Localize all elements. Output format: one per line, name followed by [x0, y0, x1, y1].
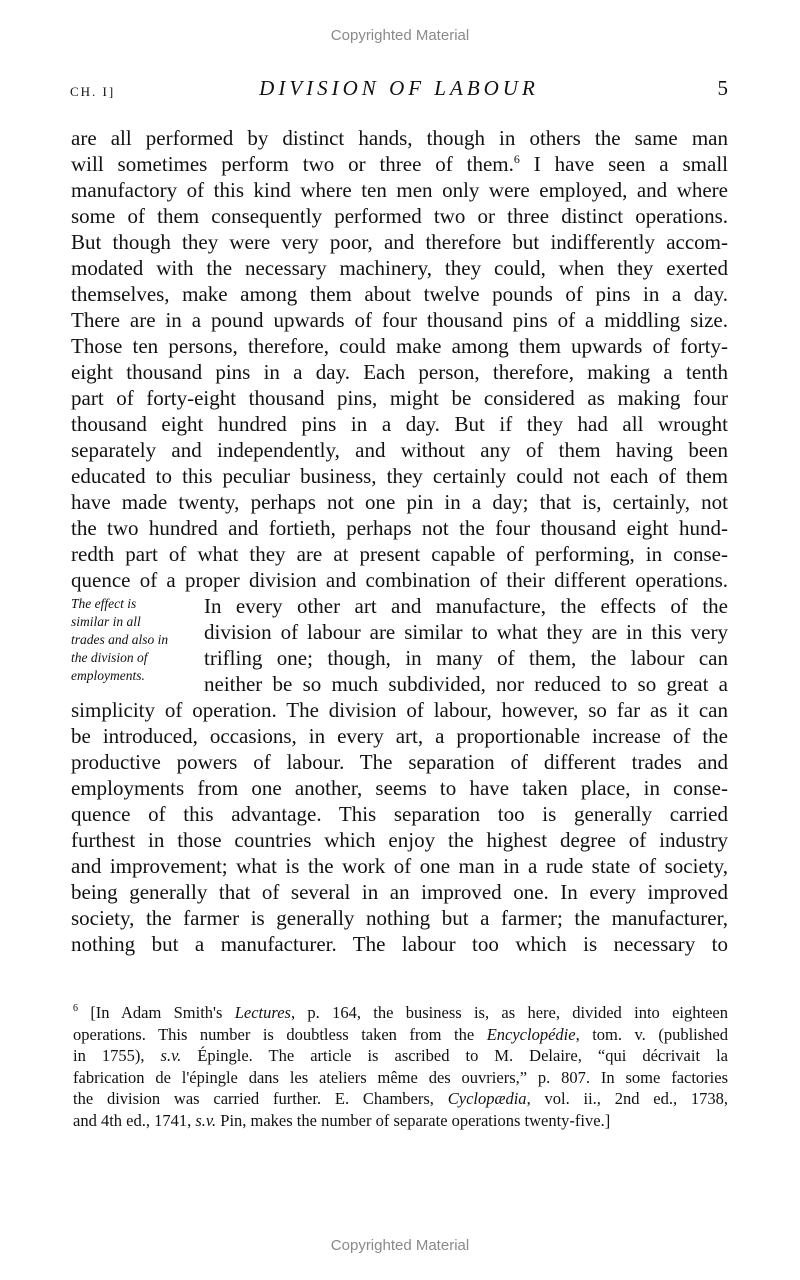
text-line: being generally that of several in an improved one. In every improved: [71, 880, 728, 904]
margin-note-line: similar in all: [71, 614, 141, 629]
footnote-line: fabrication de l'épingle dans les ateliers même des ouvriers,” p. 807. In some factories: [73, 1067, 728, 1087]
text-segment: in 1755),: [73, 1046, 161, 1065]
text-line: quence of a proper division and combination of their different operations.: [71, 568, 728, 592]
abbreviation: s.v.: [195, 1110, 217, 1130]
text-line: In every other art and manufacture, the effects of the: [204, 594, 728, 618]
footnote: [73, 1002, 728, 1131]
text-line: be introduced, occasions, in every art, a proportionable increase of the: [71, 724, 728, 748]
footnote-reference[interactable]: 6: [513, 152, 520, 166]
text-line: There are in a pound upwards of four thousand pins of a middling size.: [71, 308, 728, 332]
text-line: simplicity of operation. The division of labour, however, so far as it can: [71, 698, 728, 722]
text-line: Those ten persons, therefore, could make among them upwards of forty-: [71, 334, 728, 358]
chapter-label: CH. I]: [70, 84, 116, 99]
text-line: nothing but a manufacturer. The labour too which is necessary to: [71, 932, 728, 956]
text-line: modated with the necessary machinery, they could, when they exerted: [71, 256, 728, 280]
margin-note-line: trades and also in: [71, 632, 169, 647]
text-line: division of labour are similar to what they are in this very: [204, 620, 728, 644]
text-line: have made twenty, perhaps not one pin in a day; that is, certainly, not: [71, 490, 728, 514]
book-title: Encyclopédie: [486, 1024, 576, 1044]
paragraph-with-margin-note: [71, 593, 728, 697]
text-line: some of them consequently performed two or three distinct operations.: [71, 204, 728, 228]
text-line: employments from one another, seems to have taken place, in conse-: [71, 776, 728, 800]
text-line: separately and independently, and without any of them having been: [71, 438, 728, 462]
margin-note-line: the division of: [71, 650, 148, 665]
text-line: the two hundred and fortieth, perhaps not the four thousand eight hund-: [71, 516, 728, 540]
text-line: neither be so much subdivided, nor reduced to so great a: [204, 672, 728, 696]
footnote-line: [73, 1110, 728, 1132]
text-segment: I have seen a small: [519, 152, 728, 176]
text-line: themselves, make among them about twelve pounds of pins in a day.: [71, 282, 728, 306]
text-segment: , p. 164, the business is, as here, divided into eighteen: [290, 1003, 728, 1022]
margin-note-line: The effect is: [71, 596, 137, 611]
margin-note-line: employments.: [71, 668, 145, 683]
footnote-line: [73, 1045, 728, 1067]
text-segment: [In Adam Smith's: [78, 1003, 235, 1022]
body-text: [71, 125, 728, 957]
text-segment: , tom. v. (published: [575, 1024, 728, 1044]
page-number: 5: [717, 76, 728, 100]
footnote-line: [73, 1002, 728, 1024]
watermark-bottom: Copyrighted Material: [330, 1237, 470, 1254]
text-segment: Épingle. The article is ascribed to M. Delaire, “qui décrivait la: [181, 1046, 728, 1065]
watermark-top: Copyrighted Material: [330, 27, 470, 44]
text-line: [71, 151, 728, 177]
text-line: redth part of what they are at present capable of performing, in conse-: [71, 542, 728, 566]
text-segment: , vol. ii., 2nd ed., 1738,: [526, 1089, 729, 1108]
text-line: furthest in those countries which enjoy the highest degree of industry: [71, 828, 728, 852]
footnote-line: [73, 1088, 728, 1110]
text-line: quence of this advantage. This separation too is generally carried: [71, 802, 728, 826]
text-line: society, the farmer is generally nothing but a farmer; the manufacturer,: [71, 906, 728, 930]
text-line: part of forty-eight thousand pins, might be considered as making four: [71, 386, 728, 410]
abbreviation: s.v.: [160, 1046, 182, 1065]
footnote-line: [73, 1024, 728, 1046]
text-line: trifling one; though, in many of them, the labour can: [204, 646, 728, 670]
page-title: DIVISION OF LABOUR: [259, 76, 539, 100]
text-line: manufactory of this kind where ten men only were employed, and where: [71, 178, 728, 202]
text-line: productive powers of labour. The separation of different trades and: [71, 750, 728, 774]
text-line: thousand eight hundred pins in a day. But if they had all wrought: [71, 412, 728, 436]
text-segment: will sometimes perform two or three of them.: [71, 152, 514, 176]
book-title: Lectures: [234, 1003, 291, 1022]
text-line: educated to this peculiar business, they certainly could not each of them: [71, 464, 728, 488]
book-title: Cyclopædia: [447, 1089, 527, 1108]
text-line: But though they were very poor, and therefore but indifferently accom-: [71, 230, 728, 254]
text-segment: Pin, makes the number of separate operations twenty-five.]: [216, 1110, 611, 1130]
footnote-marker: 6: [73, 1003, 78, 1014]
indented-lines: [204, 593, 728, 697]
text-segment: and 4th ed., 1741,: [73, 1110, 196, 1130]
text-segment: the division was carried further. E. Chambers,: [73, 1089, 448, 1108]
text-segment: operations. This number is doubtless taken from the: [73, 1024, 487, 1044]
text-line: are all performed by distinct hands, though in others the same man: [71, 126, 728, 150]
margin-note: [71, 595, 201, 685]
running-head: [70, 76, 728, 106]
text-line: eight thousand pins in a day. Each person, therefore, making a tenth: [71, 360, 728, 384]
text-line: and improvement; what is the work of one man in a rude state of society,: [71, 854, 728, 878]
